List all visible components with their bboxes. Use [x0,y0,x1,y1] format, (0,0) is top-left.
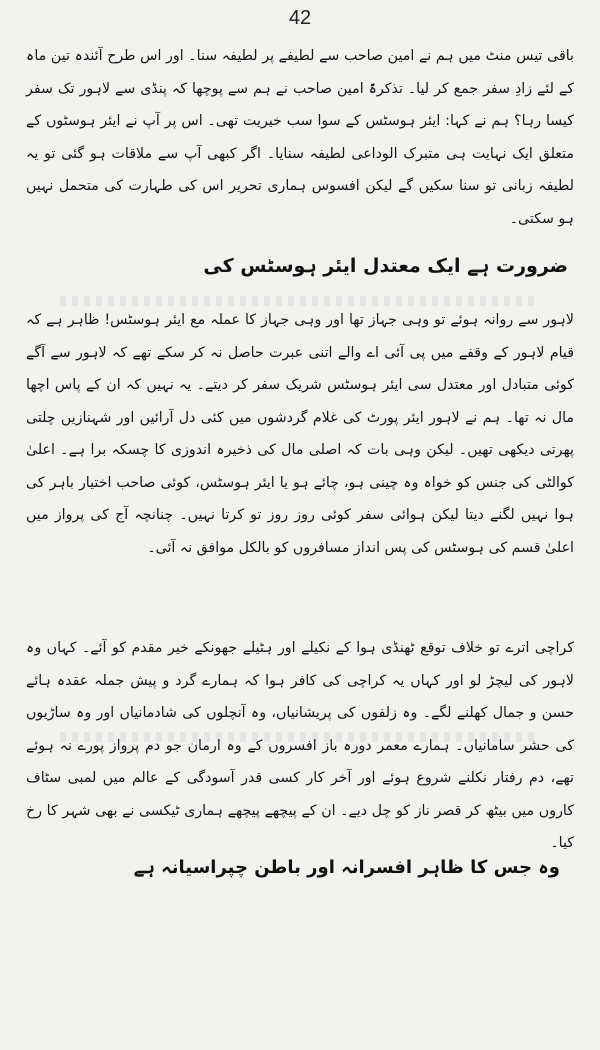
show-through-line [60,296,540,306]
page-number: 42 [288,7,312,29]
section-heading-1: ضرورت ہے ایک معتدل ایئر ہوسٹس کی [203,255,568,277]
paragraph-2: لاہور سے روانہ ہوئے تو وہی جہاز تھا اور وہی جہاز کا عملہ مع ایئر ہوسٹس! ظاہر ہے کہ قیام لاہور کے وقفے میں پی آئی اے والے اتنی عبرت حاصل نہ کر سکے تھے کہ لاہور سے آگے کوئی متبادل اور معتدل سی ایئر ہوسٹس شریک سفر کر دیتے۔ یہ نہیں کہ ان کے پاس اچھا مال نہ تھا۔ ہم نے لاہور ایئر پورٹ کی غلام گردشوں میں کئی دل آرائیں اور شہنازیں چلتی پھرتی دیکھی تھیں۔ لیکن وہی بات کہ اصلی مال کی ذخیرہ اندوزی کا چسکہ برا ہے۔ اعلیٰ کوالٹی کی جنس کو خواہ وہ چینی ہو، چائے ہو یا ایئر ہوسٹس، کوئی صاحب اختیار باہر کی ہوا نہیں لگنے دیتا لیکن ہوائی سفر کوئی روز روز تو کرتا نہیں۔ چنانچہ آج کی پرواز میں اعلیٰ قسم کی ہوسٹس کی پس انداز مسافروں کو بالکل موافق نہ آئی۔ [26,312,574,556]
section-heading-2: وہ جس کا ظاہر افسرانہ اور باطن چپراسیانہ ہے [133,857,560,878]
show-through-line [60,732,540,742]
paragraph-3: کراچی اترے تو خلاف توقع ٹھنڈی ہوا کے نکیلے اور ہٹیلے جھونکے خیر مقدم کو آئے۔ کہاں وہ لاہور کی لیچڑ لو اور کہاں یہ کراچی کی کافر ہوا کہ ہمارے گرد و پیش جملہ عقدہ ہائے حسن و جمال کھلنے لگے۔ وہ زلفوں کی پریشانیاں، وہ آنچلوں کی شادمانیاں اور وہ ساڑیوں کی حشر سامانیاں۔ ہمارے معمر دورہ باز افسروں کے وہ ارمان جو دم پرواز پورے نہ ہوئے تھے، دم رفتار نکلنے شروع ہوئے اور آخر کار کسی قدر آسودگی کے عالم میں لمبی سٹاف کاروں میں بیٹھ کر قصر ناز کو چل دیے۔ ان کے پیچھے پیچھے ہماری ٹیکسی نے بھی شہر کا رخ کیا۔ [26,640,574,851]
paragraph-1: باقی تیس منٹ میں ہم نے امین صاحب سے لطیفے پر لطیفہ سنا۔ اور اس طرح آئندہ تین ماہ کے لئے زادِ سفر جمع کر لیا۔ تذکرۃً امین صاحب نے ہم سے پوچھا کہ پنڈی سے لاہور تک سفر کیسا رہا؟ ہم نے کہا: ایئر ہوسٹس کے سوا سب خیریت تھی۔ اس پر آپ نے ایئر ہوسٹوں کے متعلق ایک نہایت ہی متبرک الوداعی لطیفہ سنایا۔ اگر کبھی آپ سے ملاقات ہو گئی تو یہ لطیفہ زبانی تو سنا سکیں گے لیکن افسوس ہماری تحریر اس کی طہارت کی متحمل نہیں ہو سکتی۔ [26,48,574,227]
